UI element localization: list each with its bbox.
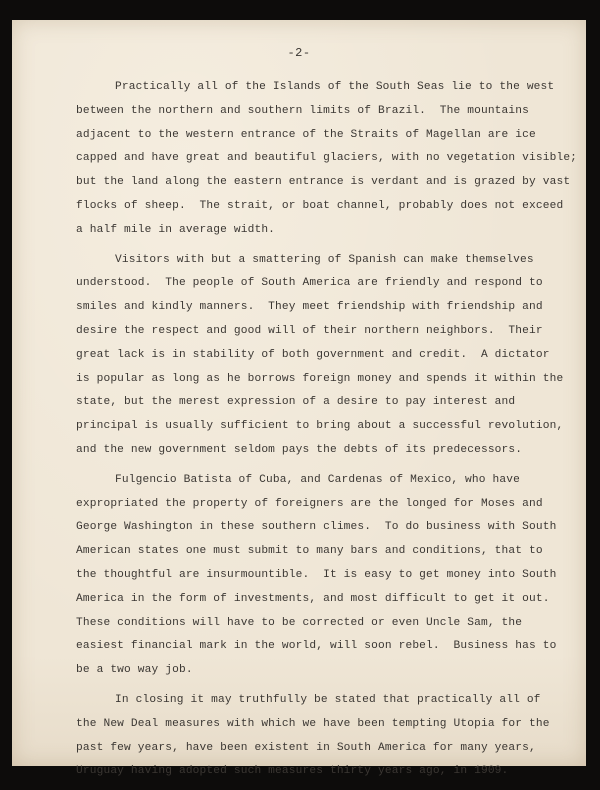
page-number: -2- xyxy=(287,46,311,60)
text-line: Practically all of the Islands of the South Seas lie to the west xyxy=(115,81,555,93)
paragraph-4 xyxy=(76,689,566,784)
text-line: state, but the merest expression of a desire to pay interest and xyxy=(76,396,516,409)
text-line: the New Deal measures with which we have been tempting Utopia for the xyxy=(76,717,550,730)
text-line: George Washington in these southern climes. To do business with South xyxy=(76,521,557,534)
text-line: expropriated the property of foreigners are the longed for Moses and xyxy=(76,497,543,510)
text-line: understood. The people of South America are friendly and respond to xyxy=(76,277,543,290)
text-line: America in the form of investments, and most difficult to get it out. xyxy=(76,592,550,605)
text-line: great lack is in stability of both government and credit. A dictator xyxy=(76,348,550,361)
text-line: be a two way job. xyxy=(76,664,193,677)
paragraph-2 xyxy=(76,249,566,463)
paragraph-3 xyxy=(76,469,566,683)
text-line: smiles and kindly manners. They meet friendship with friendship and xyxy=(76,301,543,314)
text-line: between the northern and southern limits of Brazil. The mountains xyxy=(76,104,529,117)
text-line: and the new government seldom pays the debts of its predecessors. xyxy=(76,443,523,456)
text-line: Visitors with but a smattering of Spanish can make themselves xyxy=(115,253,534,266)
text-line: flocks of sheep. The strait, or boat channel, probably does not exceed xyxy=(76,199,564,212)
text-line: Fulgencio Batista of Cuba, and Cardenas of Mexico, who have xyxy=(115,473,520,486)
text-line: past few years, have been existent in South America for many years, xyxy=(76,741,536,754)
text-line: a half mile in average width. xyxy=(76,223,276,236)
text-line: In closing it may truthfully be stated that practically all of xyxy=(115,693,541,706)
body-text xyxy=(76,76,578,790)
text-line: American states one must submit to many bars and conditions, that to xyxy=(76,545,543,558)
text-line: easiest financial mark in the world, will soon rebel. Business has to xyxy=(76,640,557,653)
text-line: is popular as long as he borrows foreign money and spends it within the xyxy=(76,372,564,385)
text-line: Uruguay having adopted such measures thirty years ago, in 1909. xyxy=(76,765,509,778)
text-line: capped and have great and beautiful glaciers, with no vegetation visible; xyxy=(76,152,578,165)
text-line: the thoughtful are insurmountible. It is easy to get money into South xyxy=(76,568,557,581)
paragraph-1 xyxy=(76,76,578,243)
text-line: principal is usually sufficient to bring about a successful revolution, xyxy=(76,420,564,433)
document-page xyxy=(12,20,586,778)
text-line: adjacent to the western entrance of the Straits of Magellan are ice xyxy=(76,128,536,141)
text-line: desire the respect and good will of their northern neighbors. Their xyxy=(76,324,543,337)
text-line: but the land along the eastern entrance is verdant and is grazed by vast xyxy=(76,176,571,189)
text-line: These conditions will have to be corrected or even Uncle Sam, the xyxy=(76,616,523,629)
